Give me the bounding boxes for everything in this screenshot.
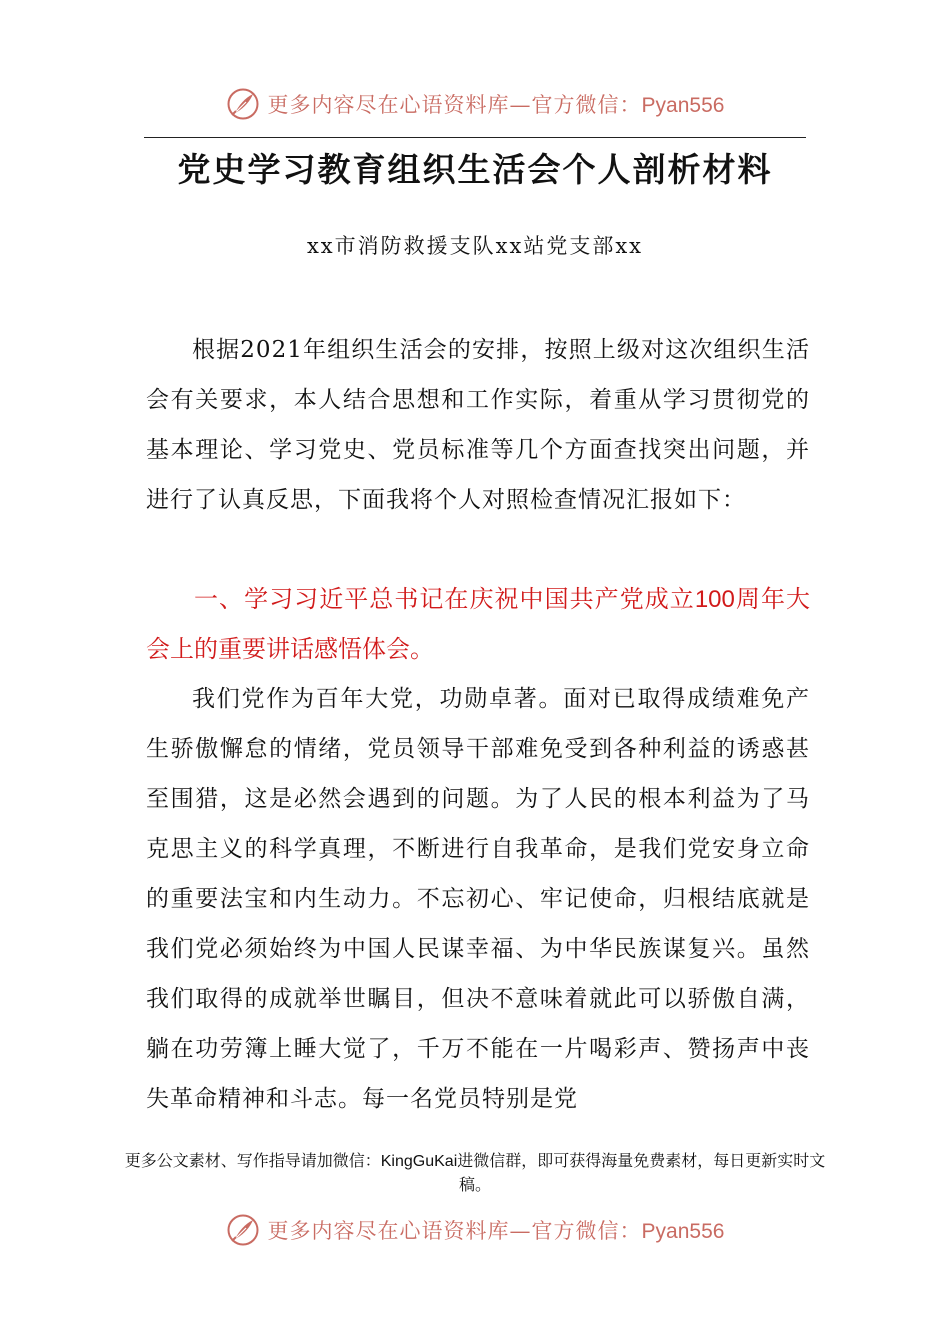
- quill-logo-icon: [226, 87, 260, 121]
- watermark-text: 更多内容尽在心语资料库—官方微信：Pyan556: [267, 93, 725, 117]
- quill-logo-icon: [226, 1213, 260, 1247]
- intro-paragraph: 根据2021年组织生活会的安排，按照上级对这次组织生活会有关要求，本人结合思想和工作实际，着重从学习贯彻党的基本理论、学习党史、党员标准等几个方面查找突出问题，并进行了认真反思，下面我将个人对照检查情况汇报如下：: [146, 337, 810, 513]
- document-title: 党史学习教育组织生活会个人剖析材料: [177, 150, 773, 189]
- header-divider: [144, 137, 806, 138]
- footer-note: 更多公文素材、写作指导请加微信：KingGuKai进微信群，即可获得海量免费素材，每日更新实时文稿。: [124, 1153, 826, 1194]
- document-author: xx市消防救援支队xx站党支部xx: [306, 234, 644, 258]
- watermark-header: [0, 82, 950, 126]
- section-paragraph: 我们党作为百年大党，功勋卓著。面对已取得成绩难免产生骄傲懈怠的情绪，党员领导干部难免受到各种利益的诱惑甚至围猎，这是必然会遇到的问题。为了人民的根本利益为了马克思主义的科学真理，不断进行自我革命，是我们党安身立命的重要法宝和内生动力。不忘初心、牢记使命，归根结底就是我们党必须始终为中国人民谋幸福、为中华民族谋复兴。虽然我们取得的成就举世瞩目，但决不意味着就此可以骄傲自满，躺在功劳簿上睡大觉了，千万不能在一片喝彩声、赞扬声中丧失革命精神和斗志。每一名党员特别是党: [146, 686, 810, 1112]
- watermark-text: 更多内容尽在心语资料库—官方微信：Pyan556: [267, 1219, 725, 1243]
- section-heading: 一、学习习近平总书记在庆祝中国共产党成立100周年大会上的重要讲话感悟体会。: [146, 586, 810, 663]
- watermark-footer: [0, 1208, 950, 1252]
